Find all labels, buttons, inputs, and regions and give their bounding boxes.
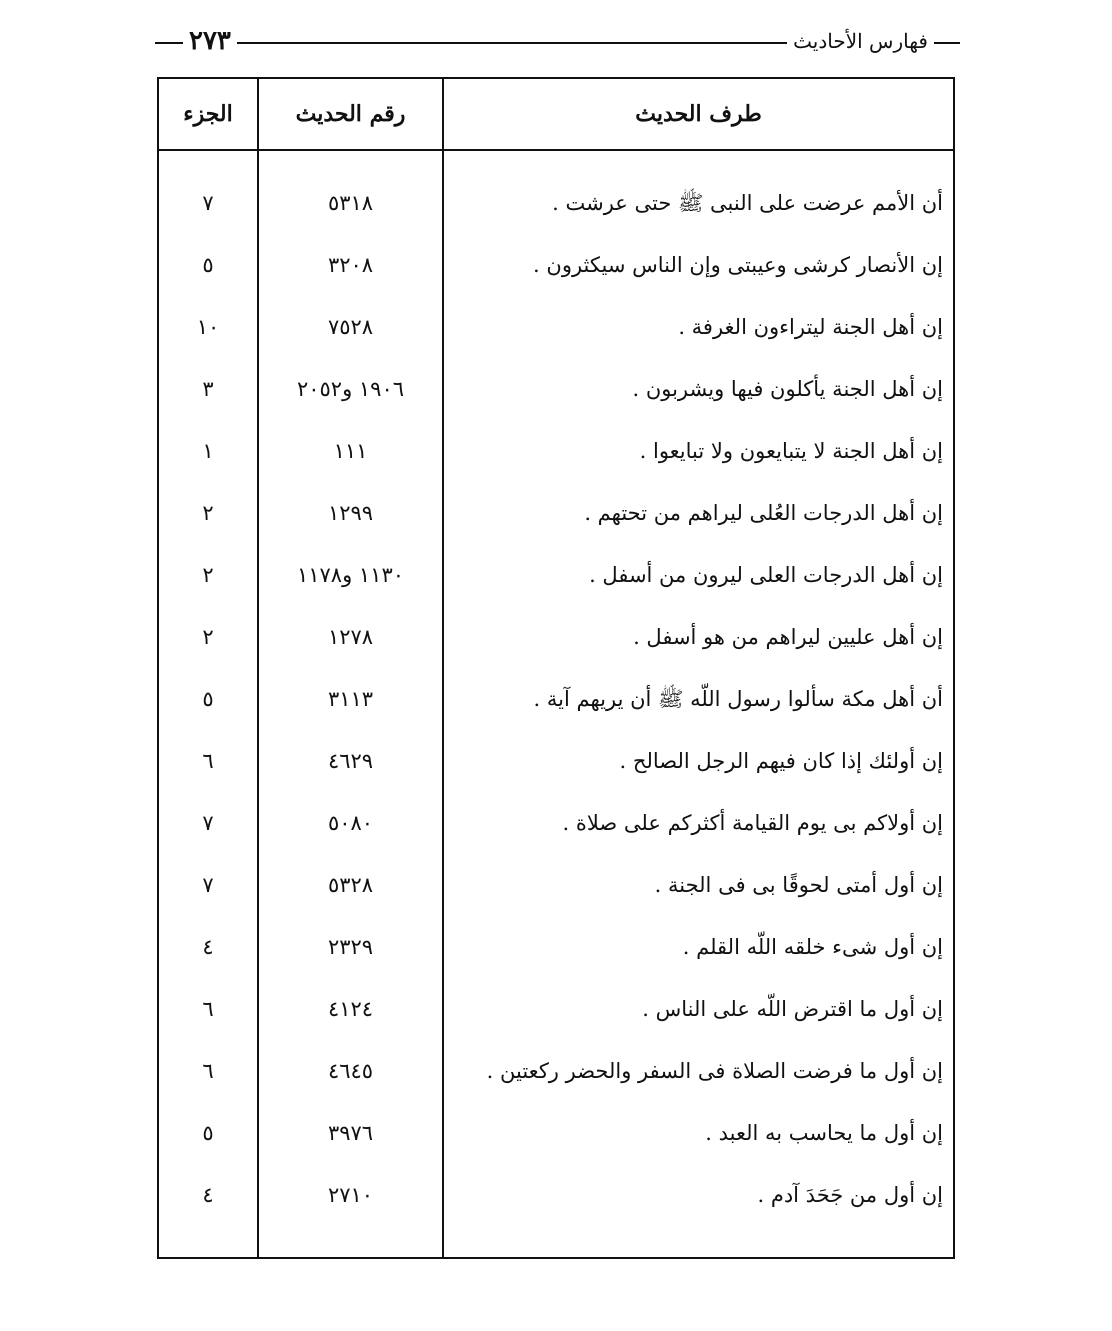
cell-hadith-tarf: إن أول ما اقترض اللّه على الناس .	[642, 997, 943, 1021]
column-header-number: رقم الحديث	[295, 101, 406, 127]
table-row	[159, 296, 953, 358]
cell-hadith-number: ١١١	[333, 439, 368, 463]
cell-juz: ٥	[202, 253, 214, 277]
table-row	[159, 172, 953, 234]
cell-hadith-number: ١١٣٠ و١١٧٨	[296, 563, 405, 587]
cell-hadith-tarf: إن أهل الدرجات العُلى ليراهم من تحتهم .	[584, 501, 943, 525]
table-row	[159, 916, 953, 978]
cell-juz: ١	[202, 439, 214, 463]
cell-hadith-tarf: إن أول ما فرضت الصلاة فى السفر والحضر ركعتين .	[486, 1059, 943, 1083]
cell-juz: ٦	[202, 749, 214, 773]
cell-hadith-tarf: إن أولئك إذا كان فيهم الرجل الصالح .	[619, 749, 943, 773]
table-row	[159, 1102, 953, 1164]
cell-juz: ٥	[202, 687, 214, 711]
cell-juz: ٤	[202, 1183, 214, 1207]
cell-juz: ٧	[202, 191, 214, 215]
cell-juz: ٧	[202, 873, 214, 897]
cell-hadith-number: ٤١٢٤	[327, 997, 374, 1021]
header-separator	[159, 149, 953, 151]
cell-hadith-number: ٣٢٠٨	[327, 253, 374, 277]
cell-hadith-number: ١٢٩٩	[327, 501, 374, 525]
table-row	[159, 358, 953, 420]
cell-hadith-number: ١٩٠٦ و٢٠٥٢	[296, 377, 405, 401]
cell-hadith-number: ١٢٧٨	[327, 625, 374, 649]
cell-hadith-number: ٣٩٧٦	[327, 1121, 374, 1145]
cell-hadith-tarf: إن أهل الجنة لا يتبايعون ولا تبايعوا .	[639, 439, 943, 463]
cell-juz: ٢	[202, 625, 214, 649]
cell-hadith-number: ٢٣٢٩	[327, 935, 374, 959]
cell-juz: ٦	[202, 997, 214, 1021]
table-row	[159, 730, 953, 792]
cell-hadith-tarf: إن أول أمتى لحوقًا بى فى الجنة .	[654, 873, 943, 897]
page-number: ٢٧٣	[183, 26, 237, 56]
table-row	[159, 668, 953, 730]
cell-hadith-number: ٢٧١٠	[327, 1183, 374, 1207]
cell-hadith-tarf: إن أهل الجنة يأكلون فيها ويشربون .	[632, 377, 943, 401]
cell-hadith-tarf: إن أول شىء خلقه اللّه القلم .	[682, 935, 943, 959]
cell-hadith-number: ٥٣٢٨	[327, 873, 374, 897]
cell-hadith-number: ٥٠٨٠	[327, 811, 374, 835]
cell-hadith-number: ٤٦٤٥	[327, 1059, 374, 1083]
cell-hadith-number: ٣١١٣	[327, 687, 374, 711]
table-row	[159, 544, 953, 606]
cell-juz: ٥	[202, 1121, 214, 1145]
running-title: فهارس الأحاديث	[787, 26, 934, 56]
cell-juz: ٧	[202, 811, 214, 835]
cell-hadith-tarf: إن الأنصار كرشى وعيبتى وإن الناس سيكثرون .	[533, 253, 943, 277]
table-row	[159, 1164, 953, 1226]
cell-juz: ٢	[202, 501, 214, 525]
table-row	[159, 482, 953, 544]
cell-hadith-tarf: إن أولاكم بى يوم القيامة أكثركم على صلاة .	[562, 811, 943, 835]
table-row	[159, 792, 953, 854]
column-header-tarf: طرف الحديث	[635, 101, 762, 127]
cell-juz: ٦	[202, 1059, 214, 1083]
cell-juz: ١٠	[196, 315, 220, 339]
cell-juz: ٣	[202, 377, 214, 401]
cell-hadith-tarf: إن أهل الدرجات العلى ليرون من أسفل .	[589, 563, 943, 587]
table-row	[159, 234, 953, 296]
cell-hadith-tarf: إن أهل الجنة ليتراءون الغرفة .	[678, 315, 943, 339]
cell-hadith-tarf: إن أول من جَحَدَ آدم .	[757, 1183, 943, 1207]
table-row	[159, 1040, 953, 1102]
cell-hadith-tarf: إن أول ما يحاسب به العبد .	[705, 1121, 943, 1145]
cell-hadith-number: ٧٥٢٨	[327, 315, 374, 339]
cell-juz: ٢	[202, 563, 214, 587]
cell-hadith-number: ٥٣١٨	[327, 191, 374, 215]
table-row	[159, 854, 953, 916]
cell-hadith-tarf: أن الأمم عرضت على النبى ﷺ حتى عرشت .	[552, 191, 943, 215]
table-row	[159, 420, 953, 482]
cell-juz: ٤	[202, 935, 214, 959]
hadith-index-table	[157, 77, 955, 1259]
cell-hadith-tarf: أن أهل مكة سألوا رسول اللّه ﷺ أن يريهم آية .	[533, 687, 943, 711]
cell-hadith-tarf: إن أهل عليين ليراهم من هو أسفل .	[633, 625, 943, 649]
table-row	[159, 978, 953, 1040]
table-row	[159, 606, 953, 668]
cell-hadith-number: ٤٦٢٩	[327, 749, 374, 773]
table-body	[159, 172, 953, 1226]
page-header	[155, 26, 960, 56]
column-header-juz: الجزء	[183, 101, 233, 127]
